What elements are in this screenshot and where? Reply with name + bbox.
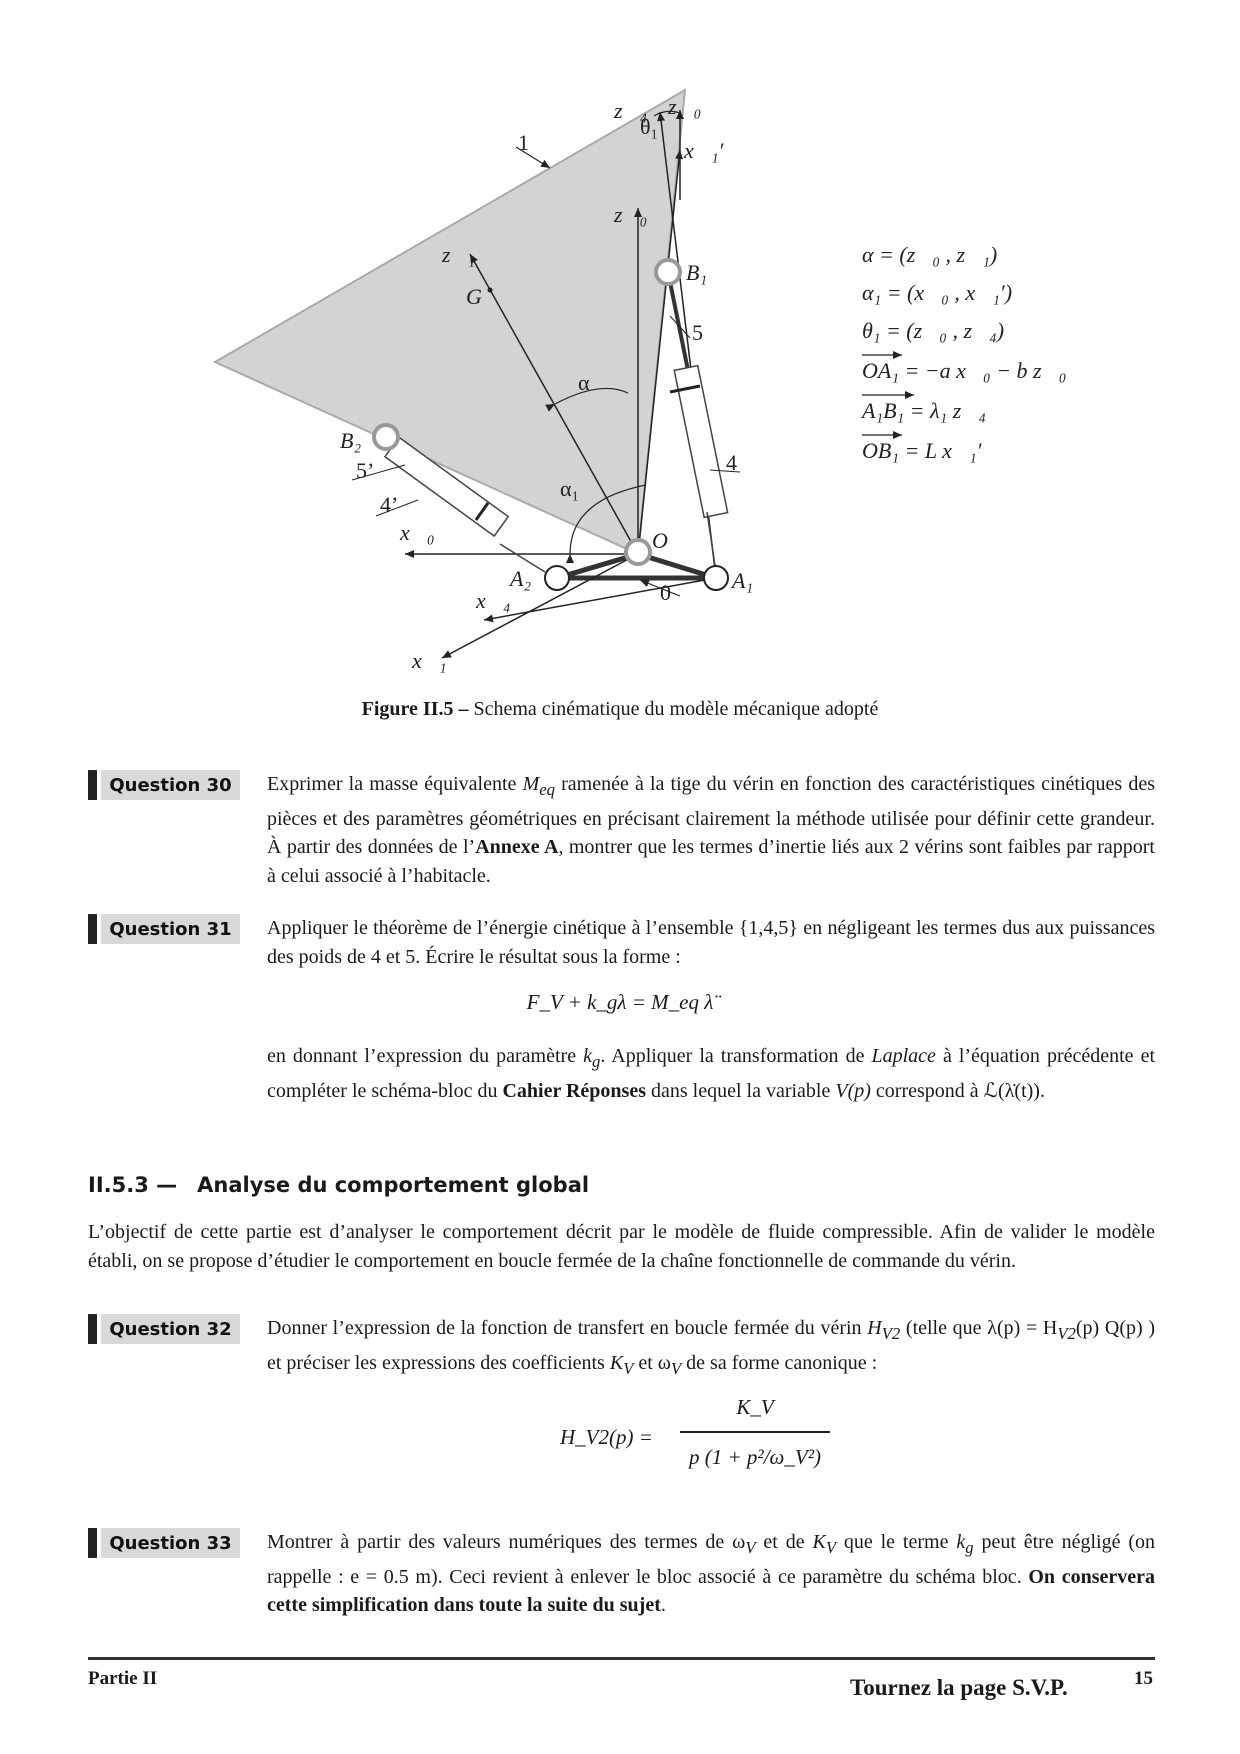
label-5: 5 [692,320,703,345]
label-x1-prime: x⃗₁′ [684,138,724,163]
rod-4-to-A1 [707,512,716,572]
joint-B1 [656,260,680,284]
section-number: II.5.3 — [88,1173,178,1197]
label-alpha1: α₁ [560,476,580,501]
def-OB1: OB₁ = L x⃗₁′ [862,438,982,463]
question-31-text-cont: en donnant l’expression du paramètre $k_g$. Appliquer la transformation de Laplace à l’équation précédente et compléter le schéma-bloc du Cahier Réponses dans lequel la variable V(p) correspond à ℒ(λ̇(t)). [267,1045,1155,1102]
section-intro: L’objectif de cette partie est d’analyser le comportement décrit par le modèle de fluide compressible. Afin de valider le modèle établi, on se propose d’étudier le comportement en boucle fermée de la chaîne fonctionnelle de commande du vérin. [88,1221,1155,1272]
label-B2: B₂ [340,428,362,453]
question-33-text: Montrer à partir des valeurs numériques des termes de $\omega_V$ et de $K_V$ que le terme $k_g$ peut être négligé (on rappelle : e = 0.5 m). Ceci revient à enlever le bloc associé à ce paramètre du schéma bloc. On conservera cette simplification dans toute la suite du sujet. [267,1531,1155,1616]
question-32-label: Question 32 [101,1314,240,1344]
def-theta1: θ₁ = (z⃗₀ , z⃗₄) [862,318,1005,343]
label-4: 4 [726,450,737,475]
kinematic-diagram [190,80,1067,680]
question-31-tag [88,914,240,944]
section-title: Analyse du comportement global [197,1173,590,1197]
footer-rule [88,1657,1155,1660]
label-z0-top: z⃗₀ [668,94,702,119]
joint-A1 [704,566,728,590]
label-theta1: θ₁ [640,114,659,139]
label-O: O [652,528,668,553]
label-A2: A₂ [510,566,532,591]
figure-caption [0,698,1240,721]
label-5-prime: 5’ [356,458,375,483]
label-alpha: α [578,370,590,395]
label-A1: A₁ [732,568,754,593]
label-4-prime: 4’ [380,492,399,517]
section-heading [88,1173,589,1197]
joint-O [626,540,650,564]
label-x1: x⃗₁ [412,648,447,673]
label-x0: x⃗₀ [400,520,435,545]
label-z4: z⃗₄ [614,98,648,123]
equation-energy: F_V + k_gλ = M_eq λ̈ [526,990,714,1014]
tf-lhs: H_V2(p) = [560,1425,653,1449]
caption-label: Figure II.5 – [361,698,469,720]
label-x4: x⃗₄ [476,588,511,613]
question-31-text: Appliquer le théorème de l’énergie cinétique à l’ensemble {1,4,5} en négligeant les termes dus aux puissances des poids de 4 et 5. Écrire le résultat sous la forme : [267,917,1155,968]
question-33-tag [88,1528,240,1558]
def-A1B1: A₁B₁ = λ₁ z⃗₄ [862,398,987,423]
label-z0-mid: z⃗₀ [614,202,648,227]
question-31-label: Question 31 [101,914,240,944]
tf-denominator: p (1 + p²/ω_V²) [689,1445,821,1469]
caption-text: Schema cinématique du modèle mécanique adopté [468,698,879,720]
question-30-tag [88,770,240,800]
label-B1: B₁ [686,260,708,285]
footer-page-number: 15 [1134,1668,1153,1689]
question-32-tag [88,1314,240,1344]
label-G: G [466,284,482,309]
definitions-block [860,242,1066,463]
joint-A2 [545,566,569,590]
question-32-text: Donner l’expression de la fonction de transfert en boucle fermée du vérin $H_{V2}$ (telle que $\lambda(p) = H_{V2}(p)$ Q(p) ) et préciser les expressions des coefficients $K_V$ et $\omega_V$ de sa forme canonique : [267,1317,1155,1378]
point-G [488,288,493,293]
question-30-label: Question 30 [101,770,240,800]
question-33-label: Question 33 [101,1528,240,1558]
footer-turn-page: Tournez la page S.V.P. [850,1675,1068,1700]
def-alpha1: α₁ = (x⃗₀ , x⃗₁′) [862,280,1013,305]
transfer-function [560,1395,860,1505]
label-0: 0 [660,580,671,605]
def-OA1: OA₁ = −a x⃗₀ − b z⃗₀ [862,358,1067,383]
label-z1: z⃗₁ [442,242,476,267]
footer-part: Partie II [88,1668,158,1689]
label-body-1: 1 [518,130,529,155]
def-alpha: α = (z⃗₀ , z⃗₁) [862,242,998,267]
tf-fraction-bar [680,1431,830,1433]
tf-numerator: K_V [736,1395,774,1419]
question-30-text: Exprimer la masse équivalente $M_{eq}$ ramenée à la tige du vérin en fonction des caractéristiques cinétiques des pièces et des paramètres géométriques en précisant clairement la méthode utilisée pour définir cette grandeur. À partir des données de l’Annexe A, montrer que les termes d’inertie liés aux 2 vérins sont faibles par rapport à celui associé à l’habitacle. [267,773,1155,887]
joint-B2 [374,425,398,449]
